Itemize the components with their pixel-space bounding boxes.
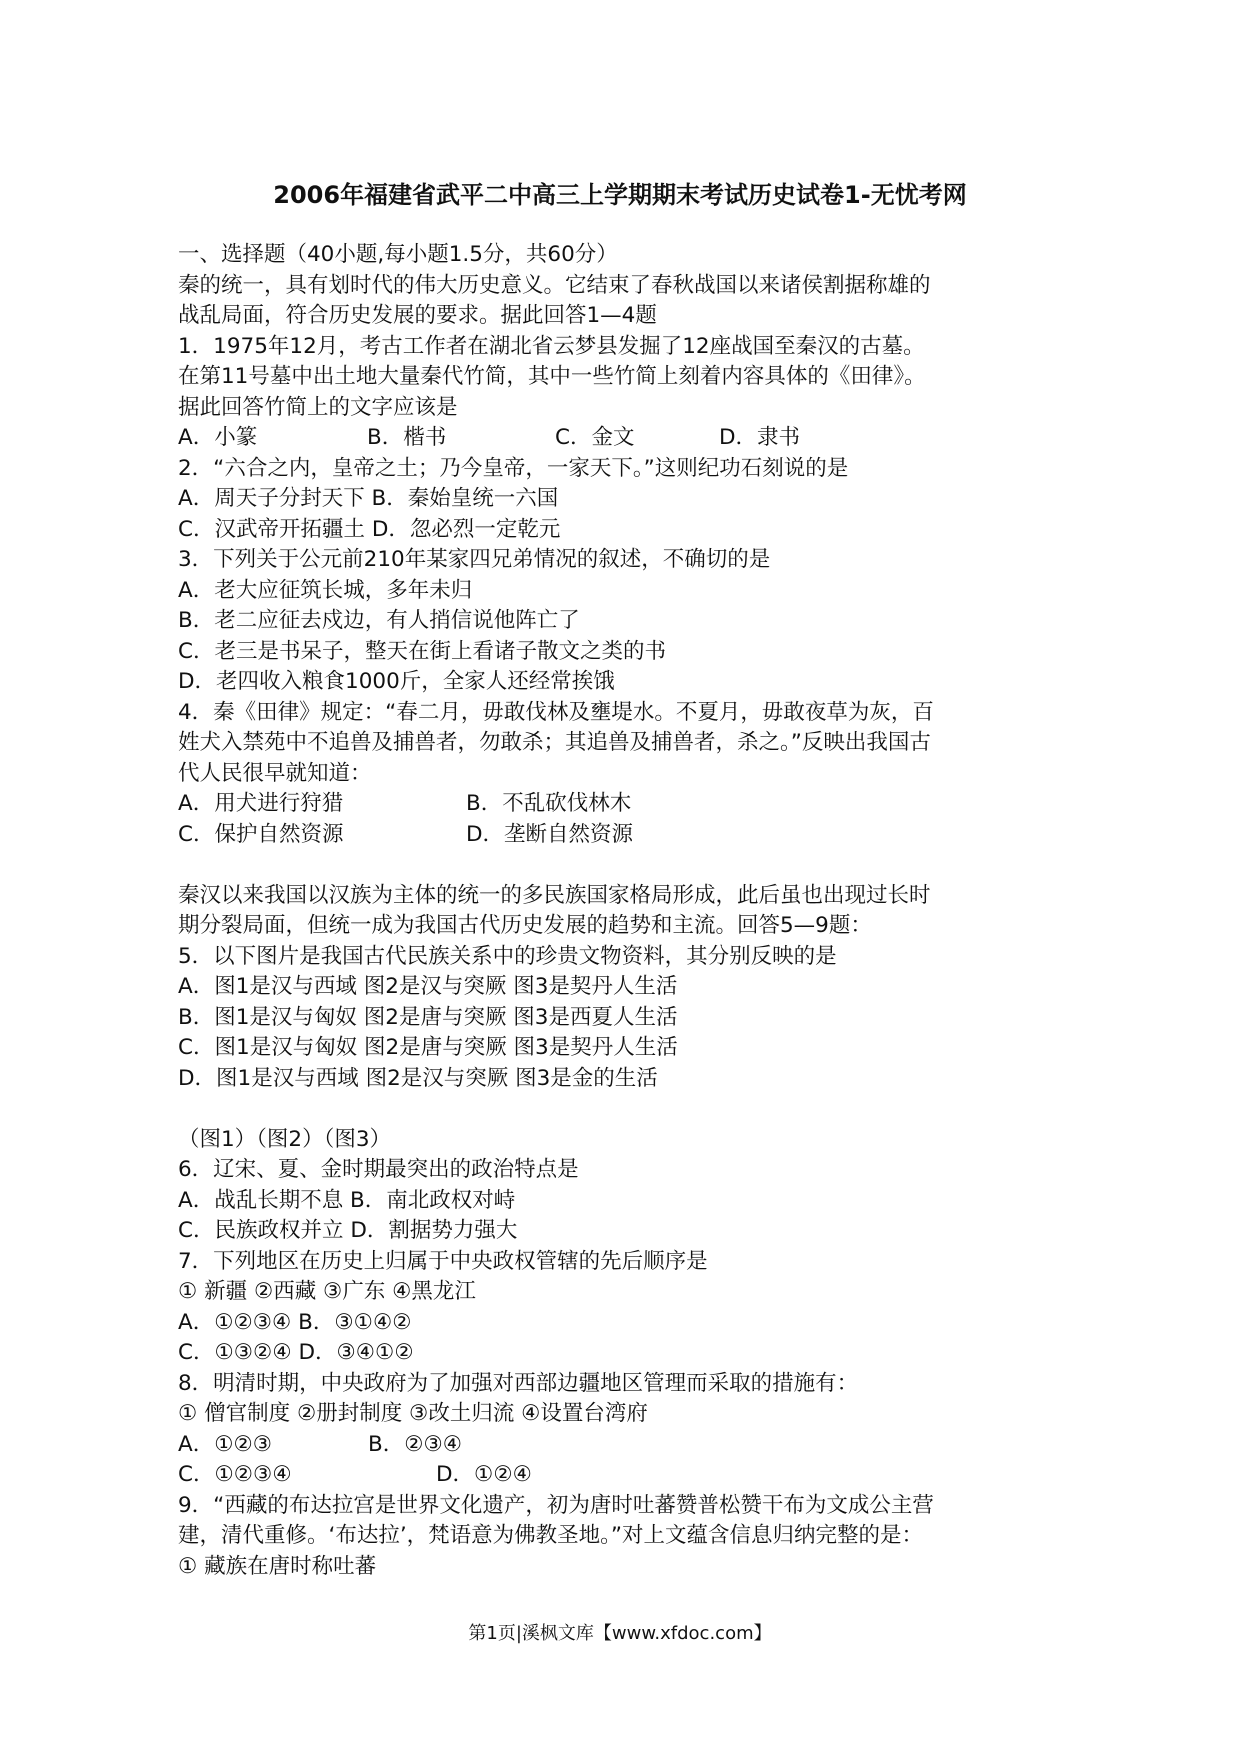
- question-3-option: D．老四收入粮食1000斤，全家人还经常挨饿: [178, 669, 615, 694]
- question-7-items: ① 新疆 ②西藏 ③广东 ④黑龙江: [178, 1279, 476, 1304]
- option-a: A．①②③: [178, 1431, 273, 1457]
- page-footer: 第1页|溪枫文库【www.xfdoc.com】: [468, 1623, 772, 1644]
- question-9-line: 建，清代重修。‘布达拉’，梵语意为佛教圣地。”对上文蕴含信息归纳完整的是：: [178, 1523, 924, 1548]
- question-1-options: [178, 423, 1078, 454]
- question-7-options: C．①③②④ D．③④①②: [178, 1340, 414, 1365]
- paragraph-gap: [178, 850, 1078, 881]
- document-title: 2006年福建省武平二中高三上学期期末考试历史试卷1-无忧考网: [273, 181, 967, 209]
- question-4-line: 4．秦《田律》规定：“春二月，毋敢伐林及壅堤水。不夏月，毋敢夜草为灰，百: [178, 699, 934, 725]
- question-5-option: A．图1是汉与西域 图2是汉与突厥 图3是契丹人生活: [178, 974, 678, 999]
- question-3: 3．下列关于公元前210年某家四兄弟情况的叙述，不确切的是: [178, 547, 771, 572]
- option-c: C．金文: [555, 425, 635, 450]
- question-6: 6．辽宋、夏、金时期最突出的政治特点是: [178, 1157, 579, 1182]
- question-8-options: [178, 1430, 1078, 1461]
- question-1-line: 1．1975年12月，考古工作者在湖北省云梦县发掘了12座战国至秦汉的古墓。: [178, 333, 925, 359]
- option-a: A．小篆: [178, 425, 258, 450]
- question-8-items: ① 僧官制度 ②册封制度 ③改土归流 ④设置台湾府: [178, 1401, 648, 1426]
- option-d: D．垄断自然资源: [466, 821, 634, 847]
- option-b: B．楷书: [367, 425, 447, 450]
- question-8: 8．明清时期，中央政府为了加强对西部边疆地区管理而采取的措施有：: [178, 1370, 859, 1396]
- intro-paragraph-line: 期分裂局面，但统一成为我国古代历史发展的趋势和主流。回答5—9题：: [178, 913, 872, 938]
- question-2: 2．“六合之内，皇帝之土；乃今皇帝，一家天下。”这则纪功石刻说的是: [178, 455, 849, 481]
- question-1-line: 在第11号墓中出土地大量秦代竹简，其中一些竹简上刻着内容具体的《田律》。: [178, 364, 926, 389]
- question-8-options: [178, 1460, 1078, 1491]
- question-6-options: A．战乱长期不息 B．南北政权对峙: [178, 1187, 516, 1213]
- question-1-line: 据此回答竹简上的文字应该是: [178, 394, 458, 420]
- question-9-line: 9．“西藏的布达拉宫是世界文化遗产，初为唐时吐蕃赞普松赞干布为文成公主营: [178, 1492, 934, 1518]
- question-3-option: A．老大应征筑长城，多年未归: [178, 577, 473, 603]
- question-5-option: B．图1是汉与匈奴 图2是唐与突厥 图3是西夏人生活: [178, 1004, 678, 1030]
- option-b: B．不乱砍伐林木: [466, 791, 632, 816]
- figure-captions: （图1）（图2）（图3）: [178, 1126, 392, 1152]
- option-d: D．隶书: [719, 425, 801, 450]
- question-9-line: ① 藏族在唐时称吐蕃: [178, 1553, 377, 1579]
- question-3-option: B．老二应征去戍边，有人捎信说他阵亡了: [178, 608, 580, 633]
- question-7-options: A．①②③④ B．③①④②: [178, 1309, 412, 1335]
- option-c: C．保护自然资源: [178, 821, 344, 847]
- option-a: A．用犬进行狩猎: [178, 791, 344, 816]
- intro-paragraph-line: 秦的统一，具有划时代的伟大历史意义。它结束了春秋战国以来诸侯割据称雄的: [178, 272, 931, 298]
- intro-paragraph-line: 战乱局面，符合历史发展的要求。据此回答1—4题: [178, 303, 657, 328]
- question-2-options: A．周天子分封天下 B．秦始皇统一六国: [178, 486, 559, 511]
- option-c: C．①②③④: [178, 1462, 292, 1487]
- question-5-option: C．图1是汉与匈奴 图2是唐与突厥 图3是契丹人生活: [178, 1035, 678, 1060]
- question-5: 5．以下图片是我国古代民族关系中的珍贵文物资料，其分别反映的是: [178, 943, 837, 969]
- question-5-option: D．图1是汉与西域 图2是汉与突厥 图3是金的生活: [178, 1065, 658, 1091]
- option-b: B．②③④: [368, 1431, 463, 1457]
- question-4-options: [178, 789, 1078, 820]
- intro-paragraph-line: 秦汉以来我国以汉族为主体的统一的多民族国家格局形成，此后虽也出现过长时: [178, 882, 931, 908]
- question-6-options: C．民族政权并立 D．割据势力强大: [178, 1218, 518, 1243]
- section-heading: 一、选择题（40小题,每小题1.5分，共60分）: [178, 242, 618, 267]
- option-d: D．①②④: [436, 1462, 532, 1487]
- document-body: [178, 240, 1078, 1582]
- question-4-line: 姓犬入禁苑中不追兽及捕兽者，勿敢杀；其追兽及捕兽者，杀之。”反映出我国古: [178, 730, 931, 755]
- question-4-options: [178, 820, 1078, 851]
- paragraph-gap: [178, 1094, 1078, 1125]
- question-7: 7．下列地区在历史上归属于中央政权管辖的先后顺序是: [178, 1248, 708, 1274]
- question-4-line: 代人民很早就知道：: [178, 760, 372, 786]
- question-3-option: C．老三是书呆子，整天在街上看诸子散文之类的书: [178, 638, 667, 664]
- question-2-options: C．汉武帝开拓疆土 D．忽必烈一定乾元: [178, 516, 561, 542]
